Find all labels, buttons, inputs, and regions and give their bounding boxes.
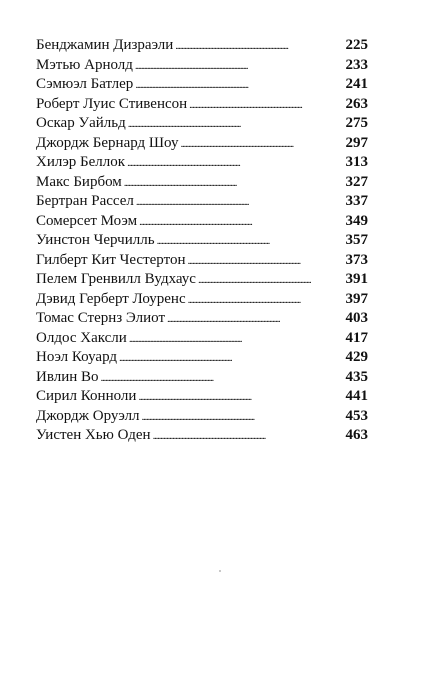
table-of-contents: [36, 36, 368, 446]
toc-entry-name: Пелем Гренвилл Вудхаус: [36, 271, 196, 287]
toc-entry-name: Оскар Уайльд: [36, 115, 126, 131]
toc-entry-name: Гилберт Кит Честертон: [36, 251, 186, 268]
toc-entry: [36, 153, 368, 173]
toc-entry: [36, 407, 368, 427]
toc-entry: [36, 56, 368, 76]
toc-dot-leader: [198, 271, 343, 291]
toc-entry: [36, 114, 368, 134]
toc-entry-name: Олдос Хаксли: [36, 329, 127, 346]
toc-entry-name: Мэтью Арнолд: [36, 56, 133, 73]
toc-entry-page-number: 397: [345, 290, 368, 307]
toc-entry-page-number: 275: [345, 115, 368, 131]
toc-entry-name: Джордж Бернард Шоу: [36, 134, 179, 151]
toc-entry-page-number: 313: [345, 154, 368, 170]
toc-entry: [36, 251, 368, 271]
toc-entry-page-number: 233: [345, 56, 368, 73]
toc-dot-leader: [128, 115, 343, 135]
toc-dot-leader: [139, 213, 342, 233]
toc-dot-leader: [142, 408, 343, 428]
toc-dot-leader: [167, 310, 342, 330]
toc-dot-leader: [138, 388, 342, 408]
toc-entry-page-number: 391: [345, 271, 368, 287]
toc-entry-name: Дэвид Герберт Лоуренс: [36, 290, 186, 307]
toc-entry-page-number: 417: [345, 329, 368, 346]
toc-entry-name: Уинстон Черчилль: [36, 232, 155, 248]
toc-dot-leader: [188, 291, 343, 311]
toc-entry: [36, 95, 368, 115]
toc-entry: [36, 368, 368, 388]
toc-entry: [36, 192, 368, 212]
toc-dot-leader: [175, 37, 342, 57]
toc-entry: [36, 329, 368, 349]
toc-entry: [36, 75, 368, 95]
toc-dot-leader: [135, 57, 343, 77]
toc-entry-page-number: 349: [345, 212, 368, 229]
toc-dot-leader: [129, 330, 343, 350]
toc-entry: [36, 134, 368, 154]
toc-dot-leader: [188, 252, 343, 272]
toc-entry-page-number: 225: [345, 37, 368, 53]
toc-entry: [36, 270, 368, 290]
toc-entry-page-number: 429: [345, 349, 368, 365]
toc-entry-page-number: 357: [345, 232, 368, 248]
toc-entry-name: Макс Бирбом: [36, 173, 122, 190]
toc-dot-leader: [135, 76, 342, 96]
toc-entry-name: Роберт Луис Стивенсон: [36, 95, 188, 112]
toc-entry: [36, 173, 368, 193]
toc-entry: [36, 309, 368, 329]
toc-entry-name: Ивлин Во: [36, 368, 99, 385]
toc-entry: [36, 290, 368, 310]
toc-entry-page-number: 435: [345, 368, 368, 385]
toc-entry-name: Хилэр Беллок: [36, 154, 126, 170]
toc-entry-page-number: 337: [345, 193, 368, 209]
toc-dot-leader: [136, 193, 343, 213]
toc-entry-page-number: 263: [345, 95, 368, 112]
toc-entry-name: Сомерсет Моэм: [36, 212, 138, 229]
toc-entry: [36, 36, 368, 56]
toc-entry-page-number: 327: [345, 173, 368, 190]
toc-dot-leader: [119, 349, 343, 369]
toc-entry-name: Бенджамин Дизраэли: [36, 37, 174, 53]
toc-entry-name: Сэмюэл Батлер: [36, 76, 134, 92]
toc-entry-page-number: 297: [345, 134, 368, 151]
toc-entry: [36, 348, 368, 368]
toc-entry-page-number: 463: [345, 427, 368, 443]
toc-entry-name: Томас Стернз Элиот: [36, 310, 166, 326]
paper-speck: [219, 570, 221, 572]
toc-entry-name: Уистен Хью Оден: [36, 427, 151, 443]
toc-entry-name: Ноэл Коуард: [36, 349, 117, 365]
toc-entry: [36, 387, 368, 407]
toc-entry-name: Джордж Оруэлл: [36, 407, 140, 424]
toc-entry: [36, 212, 368, 232]
toc-entry-page-number: 441: [345, 388, 368, 404]
toc-entry-page-number: 403: [345, 310, 368, 326]
toc-dot-leader: [180, 135, 342, 155]
toc-dot-leader: [124, 174, 343, 194]
toc-dot-leader: [157, 232, 343, 252]
toc-dot-leader: [101, 369, 343, 389]
toc-entry-name: Сирил Конноли: [36, 388, 137, 404]
toc-entry-name: Бертран Рассел: [36, 193, 134, 209]
toc-entry-page-number: 241: [345, 76, 368, 92]
toc-dot-leader: [153, 427, 343, 447]
toc-entry-page-number: 453: [345, 407, 368, 424]
toc-entry-page-number: 373: [345, 251, 368, 268]
toc-dot-leader: [189, 96, 342, 116]
toc-dot-leader: [127, 154, 342, 174]
toc-entry: [36, 231, 368, 251]
toc-entry: [36, 426, 368, 446]
